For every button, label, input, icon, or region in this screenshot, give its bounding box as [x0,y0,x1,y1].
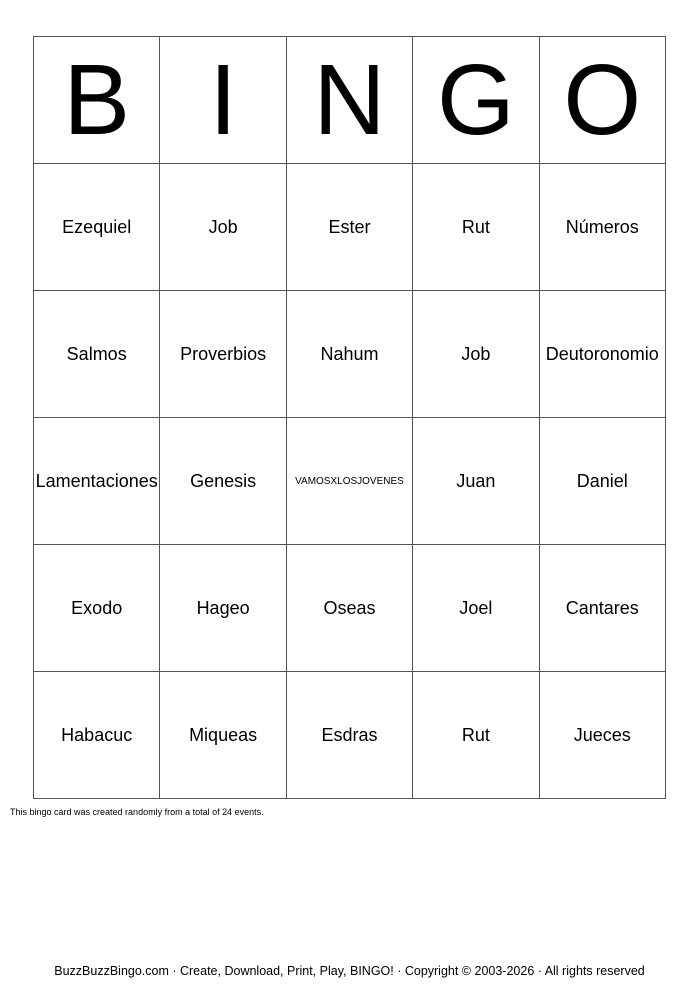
bingo-cell: Miqueas [160,672,286,799]
header-letter-n: N [286,37,412,164]
bingo-cell: Cantares [539,545,665,672]
bingo-row-1 [34,164,666,291]
bingo-row-5 [34,672,666,799]
header-letter-o: O [539,37,665,164]
free-space-cell: VAMOSXLOSJOVENES [286,418,412,545]
bingo-cell: Ester [286,164,412,291]
bingo-cell: Habacuc [34,672,160,799]
bingo-cell: Números [539,164,665,291]
bingo-row-4 [34,545,666,672]
bingo-cell: Nahum [286,291,412,418]
bingo-cell: Daniel [539,418,665,545]
bingo-header-row [34,37,666,164]
page-footer: BuzzBuzzBingo.com · Create, Download, Print, Play, BINGO! · Copyright © 2003-2026 · All rights reserved [54,964,645,978]
bingo-cell: Lamentaciones [34,418,160,545]
bingo-cell: Esdras [286,672,412,799]
bingo-cell: Juan [413,418,539,545]
generation-note: This bingo card was created randomly from a total of 24 events. [10,807,264,817]
bingo-cell: Salmos [34,291,160,418]
bingo-cell: Joel [413,545,539,672]
bingo-cell: Job [413,291,539,418]
bingo-cell: Rut [413,164,539,291]
bingo-cell: Deutoronomio [539,291,665,418]
bingo-cell: Jueces [539,672,665,799]
bingo-card [33,36,666,799]
bingo-cell: Rut [413,672,539,799]
bingo-row-2 [34,291,666,418]
header-letter-b: B [34,37,160,164]
bingo-cell: Hageo [160,545,286,672]
bingo-row-3 [34,418,666,545]
bingo-cell: Ezequiel [34,164,160,291]
bingo-cell: Proverbios [160,291,286,418]
header-letter-g: G [413,37,539,164]
header-letter-i: I [160,37,286,164]
bingo-cell: Genesis [160,418,286,545]
bingo-cell: Job [160,164,286,291]
bingo-cell: Oseas [286,545,412,672]
bingo-cell: Exodo [34,545,160,672]
